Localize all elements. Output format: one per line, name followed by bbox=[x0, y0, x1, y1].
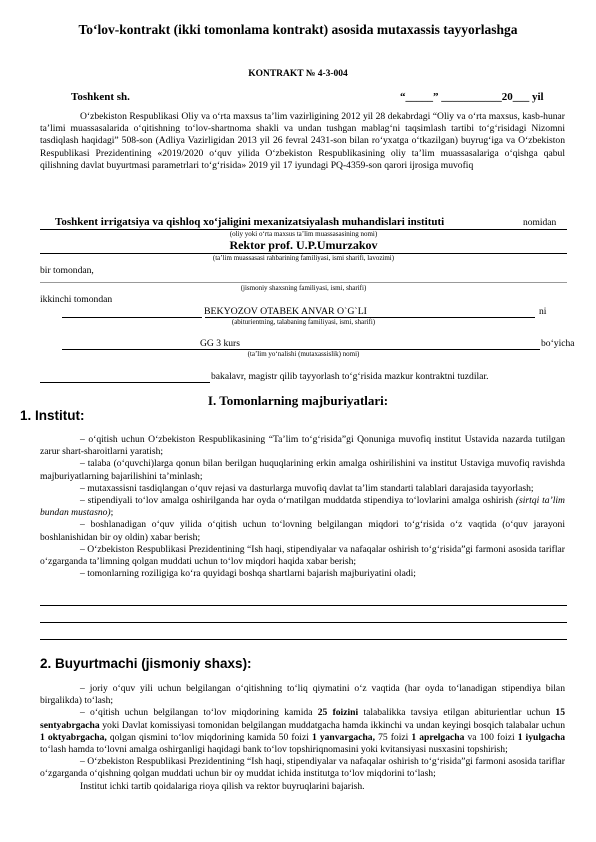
list-item: Institut ichki tartib qoidalariga rioya qilish va rektor buyruqlarini bajarish. bbox=[80, 780, 365, 792]
course: GG 3 kurs bbox=[200, 338, 240, 349]
contract-number: KONTRAKT № 4-3-004 bbox=[248, 69, 348, 79]
document-title: To‘lov-kontrakt (ikki tomonlama kontrakt) asosida mutaxassis tayyorlashga bbox=[78, 22, 518, 37]
person-caption: (jismoniy shaxsning familiyasi, ismi, sharifi) bbox=[240, 284, 367, 292]
text-run: va 100 foizi bbox=[464, 731, 518, 743]
stipend-end: ; bbox=[110, 507, 114, 519]
stipend-note: (sirtqi ta’lim bundan mustasno) bbox=[40, 495, 565, 519]
institute-suffix: nomidan bbox=[523, 218, 557, 228]
text-run: qolgan qismini to‘lov miqdorining kamida 50 foizi bbox=[106, 731, 312, 743]
text-run: 1 yanvargacha, bbox=[311, 731, 375, 743]
text-run: talabalikka tavsiya etilgan abiturientlar uchun bbox=[358, 707, 556, 719]
text-run: 25 foizini bbox=[317, 707, 359, 719]
text-run: yoki Davlat komissiyasi tomonidan belgilangan muddatgacha hamda ikkinchi va undan keyingi bosqich talabalar uchun bbox=[99, 719, 565, 731]
list-item: – o‘qitish uchun O‘zbekiston Respublikasining “Ta’lim to‘g‘risida”gi Qonuniga muvofiq institut Ustavida nazarda tutilgan zarur shart-sharoitlarni yaratish; bbox=[40, 434, 565, 458]
list-item: – joriy o‘quv yili uchun belgilangan o‘qitishning to‘liq qiymatini o‘z vaqtida (har oyda to‘lanadigan stipendiya bilan birgalikda) to‘lash; bbox=[40, 683, 565, 707]
institute-caption: (oliy yoki o‘rta maxsus ta’lim muassasasining nomi) bbox=[229, 230, 378, 238]
student-name: BEKYOZOV OTABEK ANVAR O`G`LI bbox=[204, 306, 367, 317]
degree-line: bakalavr, magistr qilib tayyorlash to‘g‘risida mazkur kontraktni tuzdilar. bbox=[211, 371, 489, 382]
rector: Rektor prof. U.P.Umurzakov bbox=[229, 238, 378, 252]
person-underline bbox=[40, 282, 567, 283]
list-item: – mutaxassisni tasdiqlangan o‘quv rejasi va dasturlarga muvofiq davlat ta’lim standarti talablari darajasida tayyorlash; bbox=[80, 482, 534, 494]
list-item: – tomonlarning roziligiga ko‘ra quyidagi boshqa shartlarni bajarish majburiyatini oladi; bbox=[80, 568, 416, 580]
section2-subheading: 2. Buyurtmachi (jismoniy shaxs): bbox=[40, 656, 252, 671]
list-item: – talaba (o‘quvchi)larga qonun bilan berilgan huquqlarining erkin amalga oshirilishini va institut Ustaviga muvofiq ravishda majburiyatlarning bajarilishini ta’minlash; bbox=[40, 458, 565, 482]
first-side: bir tomondan, bbox=[40, 265, 94, 276]
list-item bbox=[40, 495, 565, 519]
degree-underline bbox=[40, 382, 210, 383]
text-run: 15 sentyabrgacha bbox=[40, 707, 565, 731]
list-item bbox=[40, 707, 565, 756]
text-run: 1 iyulgacha bbox=[517, 731, 565, 743]
list-item: – boshlanadigan o‘quv yilida o‘qitish uchun to‘lovning belgilangan miqdori to‘g‘risida o‘z vaqtida (o‘quv jarayoni boshlanishidan bir oy oldin) xabar berish; bbox=[40, 519, 565, 543]
city: Toshkent sh. bbox=[71, 91, 130, 103]
blank-line-3 bbox=[40, 639, 567, 640]
course-caption: (ta’lim yo‘nalishi (mutaxassislik) nomi) bbox=[247, 350, 360, 358]
section1-subheading: 1. Institut: bbox=[20, 408, 85, 423]
text-run: to‘lash hamda to‘lovni amalga oshirganligi haqidagi bank to‘lov topshiriqnomasini yoki kvitansiyasi nusxasini topshirish; bbox=[40, 744, 508, 756]
text-run: – o‘qitish uchun belgilangan to‘lov miqdorining kamida bbox=[80, 707, 318, 719]
date-line: “_____” ___________20___ yil bbox=[400, 91, 544, 103]
section2-list bbox=[40, 683, 565, 793]
list-item: – O‘zbekiston Respublikasi Prezidentining “Ish haqi, stipendiyalar va nafaqalar oshirish to‘g‘risida”gi farmoni asosida tariflar o‘zgarganda o‘qishning qolgan muddati uchun bir oy muddat ichida institutga to‘lov miqdorini to‘lash; bbox=[40, 756, 565, 780]
section1-heading: I. Tomonlarning majburiyatlari: bbox=[207, 393, 389, 408]
second-side: ikkinchi tomondan bbox=[40, 294, 113, 305]
course-suffix: bo‘yicha bbox=[541, 338, 575, 349]
preamble: O‘zbekiston Respublikasi Oliy va o‘rta maxsus ta’lim vazirligining 2012 yil 28 dekabrdagi “Oliy va o‘rta maxsus, kasb-hunar ta’limi muassasalarida o‘qitishning to‘lov-shartnoma shakli va undan tushgan mablag‘ni taqsimlash tartibi to‘g‘risidagi Nizomni tasdiqlash haqidagi” 508-son (Adliya Vazirligidan 2013 yil 26 fevral 2431-son bilan ro‘yxatga o‘tkazilgan) buyrug‘iga va O‘zbekiston Respublikasi Prezidentining «2019/2020 o‘quv yilida O‘zbekiston Respublikasining oliy ta’lim muassasalariga o‘qishga qabul qilishning davlat buyurtmasi parametrlari to‘g‘risida» 2019 yil 17 iyundagi PQ-4359-son qarori ijrosiga muvofiq bbox=[40, 111, 565, 171]
rector-caption: (ta’lim muassasasi rahbarining familiyasi, ismi sharifi, lavozimi) bbox=[212, 254, 395, 262]
blank-line-1 bbox=[40, 605, 567, 606]
text-run: 1 aprelgacha bbox=[411, 731, 465, 743]
stipend-text: – stipendiyali to‘lov amalga oshirilganda har oyda o‘rnatilgan muddatda stipendiya to‘lovlarini amalga oshirish bbox=[80, 495, 513, 507]
student-caption: (abiturientning, talabaning familiyasi, ismi, sharifi) bbox=[231, 318, 376, 326]
section1-list bbox=[40, 434, 565, 580]
blank-line-2 bbox=[40, 622, 567, 623]
text-run: 75 foizi bbox=[375, 731, 412, 743]
list-item: – O‘zbekiston Respublikasi Prezidentining “Ish haqi, stipendiyalar va nafaqalar oshirish to‘g‘risida”gi farmoni asosida tariflar o‘zgarganda ta’limning qolgan muddati uchun to‘lov miqdori haqida xabar berish; bbox=[40, 543, 565, 568]
institute-name: Toshkent irrigatsiya va qishloq xo‘jaligini mexanizatsiyalash muhandislari instituti bbox=[55, 216, 445, 228]
text-run: 1 oktyabrgacha, bbox=[40, 731, 107, 743]
student-suffix: ni bbox=[539, 306, 547, 317]
